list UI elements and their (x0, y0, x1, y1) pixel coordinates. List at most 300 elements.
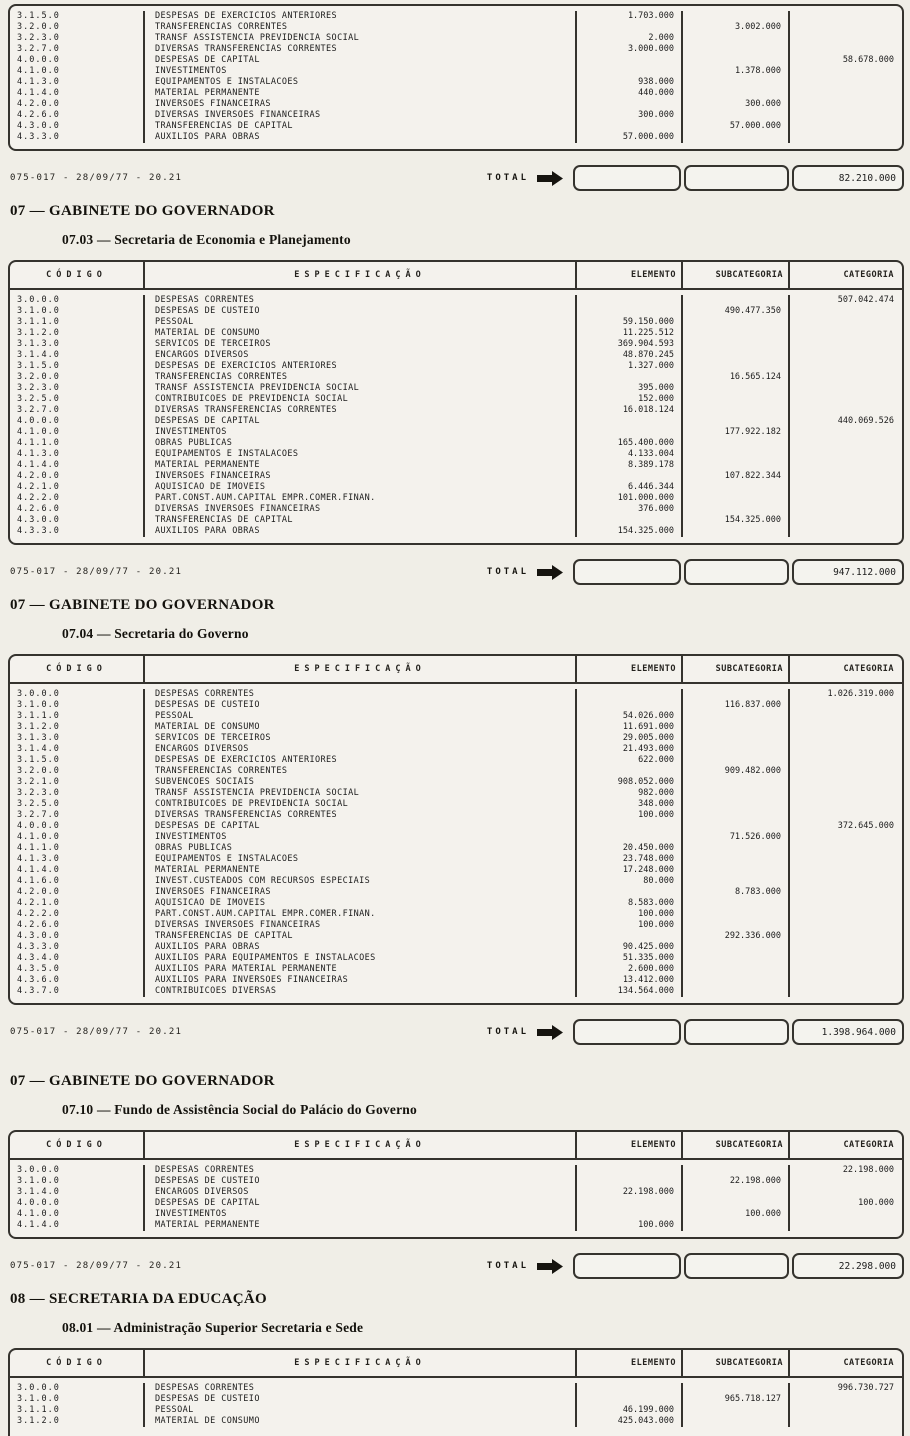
categoria-cell (790, 832, 901, 843)
table-body (10, 684, 902, 1003)
code-cell: 4.3.3.0 (10, 942, 145, 953)
total-arrow-icon (537, 171, 563, 186)
code-cell: 3.1.1.0 (10, 317, 145, 328)
table-row (10, 766, 902, 777)
subcategoria-cell (683, 744, 790, 755)
code-cell: 4.3.0.0 (10, 931, 145, 942)
elemento-cell (577, 306, 683, 317)
categoria-cell (790, 799, 901, 810)
categoria-cell (790, 33, 901, 44)
subcategoria-cell (683, 482, 790, 493)
categoria-cell (790, 810, 901, 821)
code-cell: 4.2.6.0 (10, 920, 145, 931)
subsection-heading-1: 07.03 — Secretaria de Economia e Planejamento (62, 232, 351, 247)
categoria-cell (790, 1394, 901, 1405)
code-cell: 4.0.0.0 (10, 55, 145, 66)
subcategoria-cell (683, 799, 790, 810)
section-heading-4: 08 — SECRETARIA DA EDUCAÇÃO (10, 1291, 268, 1307)
total-categoria-box: 22.298.000 (792, 1253, 904, 1279)
specification-cell: INVERSOES FINANCEIRAS (145, 471, 577, 482)
elemento-cell: 90.425.000 (577, 942, 683, 953)
elemento-cell (577, 427, 683, 438)
subcategoria-cell (683, 317, 790, 328)
categoria-cell (790, 427, 901, 438)
specification-cell: PART.CONST.AUM.CAPITAL EMPR.COMER.FINAN. (145, 493, 577, 504)
specification-cell: EQUIPAMENTOS E INSTALACOES (145, 77, 577, 88)
specification-cell: TRANSF ASSISTENCIA PREVIDENCIA SOCIAL (145, 383, 577, 394)
elemento-cell: 57.000.000 (577, 132, 683, 143)
subcategoria-cell (683, 909, 790, 920)
categoria-cell (790, 132, 901, 143)
table-row (10, 1176, 902, 1187)
column-header-codigo: CÓDIGO (10, 1350, 145, 1376)
subcategoria-cell (683, 975, 790, 986)
table-row (10, 493, 902, 504)
subcategoria-cell (683, 964, 790, 975)
categoria-cell: 996.730.727 (837, 1383, 894, 1393)
subcategoria-cell: 71.526.000 (683, 832, 790, 843)
categoria-cell: 100.000 (858, 1198, 894, 1208)
subcategoria-cell (683, 33, 790, 44)
code-cell: 3.0.0.0 (10, 295, 145, 306)
subcategoria-cell (683, 722, 790, 733)
table-row (10, 1405, 902, 1416)
code-cell: 4.3.6.0 (10, 975, 145, 986)
elemento-cell (577, 887, 683, 898)
code-cell: 4.1.0.0 (10, 832, 145, 843)
specification-cell: AQUISICAO DE IMOVEIS (145, 482, 577, 493)
categoria-cell (790, 99, 901, 110)
budget-table-0704 (8, 654, 904, 1005)
table-row (10, 471, 902, 482)
specification-cell: DESPESAS CORRENTES (145, 689, 577, 700)
table-row (10, 306, 902, 317)
categoria-cell (790, 1405, 901, 1416)
table-row (10, 350, 902, 361)
categoria-cell (790, 788, 901, 799)
elemento-cell (577, 1383, 683, 1394)
table-row (10, 700, 902, 711)
table-row (10, 865, 902, 876)
specification-cell: DESPESAS DE CAPITAL (145, 1198, 577, 1209)
subcategoria-cell (683, 821, 790, 832)
specification-cell: INVESTIMENTOS (145, 427, 577, 438)
subcategoria-cell: 116.837.000 (683, 700, 790, 711)
subcategoria-cell (683, 1165, 790, 1176)
categoria-cell (790, 350, 901, 361)
total-subcategoria-box (684, 559, 789, 585)
elemento-cell (577, 1394, 683, 1405)
specification-cell: DIVERSAS INVERSOES FINANCEIRAS (145, 504, 577, 515)
subcategoria-cell (683, 1220, 790, 1231)
categoria-cell (790, 777, 901, 788)
specification-cell: INVERSOES FINANCEIRAS (145, 887, 577, 898)
elemento-cell: 4.133.004 (577, 449, 683, 460)
specification-cell: TRANSF ASSISTENCIA PREVIDENCIA SOCIAL (145, 788, 577, 799)
subsection-heading-3: 07.10 — Fundo de Assistência Social do Palácio do Governo (62, 1102, 417, 1117)
table-row (10, 66, 902, 77)
subcategoria-cell: 154.325.000 (683, 515, 790, 526)
categoria-cell (790, 711, 901, 722)
categoria-cell (790, 372, 901, 383)
total-categoria-box: 947.112.000 (792, 559, 904, 585)
categoria-cell (790, 942, 901, 953)
subcategoria-cell (683, 405, 790, 416)
table-row (10, 328, 902, 339)
subcategoria-cell (683, 339, 790, 350)
code-cell: 4.1.0.0 (10, 1209, 145, 1220)
elemento-cell: 622.000 (577, 755, 683, 766)
specification-cell: DESPESAS DE CUSTEIO (145, 1176, 577, 1187)
categoria-cell (790, 744, 901, 755)
table-header (10, 262, 902, 290)
section-heading-1: 07 — GABINETE DO GOVERNADOR (10, 203, 275, 219)
code-cell: 4.3.7.0 (10, 986, 145, 997)
categoria-cell (790, 1187, 901, 1198)
categoria-cell (790, 986, 901, 997)
elemento-cell: 425.043.000 (577, 1416, 683, 1427)
elemento-cell (577, 1198, 683, 1209)
code-cell: 3.2.7.0 (10, 405, 145, 416)
subcategoria-cell: 292.336.000 (683, 931, 790, 942)
categoria-cell (790, 328, 901, 339)
elemento-cell (577, 689, 683, 700)
total-row-2 (8, 559, 904, 585)
total-label: TOTAL (486, 567, 529, 577)
table-row (10, 1165, 902, 1176)
table-row (10, 832, 902, 843)
code-cell: 4.0.0.0 (10, 821, 145, 832)
table-row (10, 99, 902, 110)
subcategoria-cell (683, 788, 790, 799)
column-header-elemento: ELEMENTO (577, 262, 683, 288)
elemento-cell (577, 931, 683, 942)
subcategoria-cell (683, 295, 790, 306)
code-cell: 4.2.1.0 (10, 898, 145, 909)
print-stamp: 075-017 - 28/09/77 - 20.21 (10, 1261, 183, 1271)
specification-cell: DIVERSAS TRANSFERENCIAS CORRENTES (145, 44, 577, 55)
total-arrow-icon (537, 1259, 563, 1274)
elemento-cell: 11.225.512 (577, 328, 683, 339)
specification-cell: ENCARGOS DIVERSOS (145, 1187, 577, 1198)
code-cell: 3.1.3.0 (10, 339, 145, 350)
elemento-cell: 938.000 (577, 77, 683, 88)
code-cell: 3.0.0.0 (10, 689, 145, 700)
code-cell: 3.2.3.0 (10, 788, 145, 799)
subcategoria-cell: 965.718.127 (683, 1394, 790, 1405)
column-header-subcategoria: SUBCATEGORIA (683, 656, 790, 682)
code-cell: 3.1.0.0 (10, 1394, 145, 1405)
subcategoria-cell (683, 460, 790, 471)
specification-cell: SERVICOS DE TERCEIROS (145, 733, 577, 744)
code-cell: 3.2.0.0 (10, 766, 145, 777)
subcategoria-cell (683, 942, 790, 953)
code-cell: 4.2.0.0 (10, 471, 145, 482)
code-cell: 4.1.4.0 (10, 865, 145, 876)
code-cell: 3.1.1.0 (10, 711, 145, 722)
table-row (10, 964, 902, 975)
elemento-cell: 440.000 (577, 88, 683, 99)
table-row (10, 460, 902, 471)
column-header-codigo: CÓDIGO (10, 262, 145, 288)
categoria-cell (790, 854, 901, 865)
table-row (10, 1220, 902, 1231)
column-header-subcategoria: SUBCATEGORIA (683, 1350, 790, 1376)
budget-table-0801-partial (8, 1348, 904, 1436)
categoria-cell (790, 898, 901, 909)
elemento-cell (577, 1165, 683, 1176)
subcategoria-cell (683, 504, 790, 515)
categoria-cell: 1.026.319.000 (827, 689, 894, 699)
elemento-cell: 908.052.000 (577, 777, 683, 788)
subcategoria-cell (683, 11, 790, 22)
categoria-cell: 507.042.474 (837, 295, 894, 305)
code-cell: 4.2.2.0 (10, 493, 145, 504)
table-row (10, 449, 902, 460)
elemento-cell (577, 295, 683, 306)
categoria-cell (790, 953, 901, 964)
table-row (10, 88, 902, 99)
specification-cell: CONTRIBUICOES DIVERSAS (145, 986, 577, 997)
subcategoria-cell (683, 1416, 790, 1427)
section-heading-2: 07 — GABINETE DO GOVERNADOR (10, 597, 275, 613)
categoria-cell: 440.069.526 (837, 416, 894, 426)
subsection-heading-4: 08.01 — Administração Superior Secretaria e Sede (62, 1320, 364, 1335)
table-row (10, 361, 902, 372)
subcategoria-cell (683, 361, 790, 372)
elemento-cell: 100.000 (577, 920, 683, 931)
subcategoria-cell (683, 383, 790, 394)
elemento-cell: 100.000 (577, 1220, 683, 1231)
elemento-cell (577, 121, 683, 132)
table-row (10, 689, 902, 700)
total-elemento-box (573, 165, 681, 191)
categoria-cell (790, 482, 901, 493)
specification-cell: OBRAS PUBLICAS (145, 438, 577, 449)
specification-cell: TRANSFERENCIAS CORRENTES (145, 22, 577, 33)
elemento-cell: 300.000 (577, 110, 683, 121)
specification-cell: CONTRIBUICOES DE PREVIDENCIA SOCIAL (145, 799, 577, 810)
elemento-cell (577, 766, 683, 777)
categoria-cell (790, 110, 901, 121)
code-cell: 4.1.6.0 (10, 876, 145, 887)
categoria-cell (790, 44, 901, 55)
specification-cell: INVESTIMENTOS (145, 66, 577, 77)
code-cell: 3.1.5.0 (10, 755, 145, 766)
column-header-categoria: CATEGORIA (843, 1358, 894, 1368)
specification-cell: TRANSFERENCIAS DE CAPITAL (145, 121, 577, 132)
categoria-cell (790, 88, 901, 99)
subcategoria-cell (683, 1405, 790, 1416)
subcategoria-cell (683, 328, 790, 339)
elemento-cell: 16.018.124 (577, 405, 683, 416)
table-body (10, 6, 902, 149)
table-row (10, 121, 902, 132)
subcategoria-cell (683, 55, 790, 66)
categoria-cell (790, 1176, 901, 1187)
subcategoria-cell (683, 394, 790, 405)
elemento-cell (577, 821, 683, 832)
elemento-cell (577, 372, 683, 383)
code-cell: 4.2.0.0 (10, 99, 145, 110)
subcategoria-cell (683, 44, 790, 55)
code-cell: 4.3.4.0 (10, 953, 145, 964)
table-row (10, 383, 902, 394)
specification-cell: PESSOAL (145, 711, 577, 722)
table-row (10, 788, 902, 799)
code-cell: 3.1.2.0 (10, 722, 145, 733)
code-cell: 3.2.5.0 (10, 799, 145, 810)
total-label: TOTAL (486, 173, 529, 183)
table-row (10, 416, 902, 427)
code-cell: 4.1.3.0 (10, 449, 145, 460)
table-row (10, 854, 902, 865)
categoria-cell (790, 876, 901, 887)
subcategoria-cell: 3.002.000 (683, 22, 790, 33)
subcategoria-cell (683, 876, 790, 887)
categoria-cell (790, 1220, 901, 1231)
specification-cell: DIVERSAS INVERSOES FINANCEIRAS (145, 920, 577, 931)
table-row (10, 55, 902, 66)
table-row (10, 110, 902, 121)
specification-cell: DESPESAS CORRENTES (145, 295, 577, 306)
budget-table-top-partial (8, 4, 904, 151)
total-row-3 (8, 1019, 904, 1045)
categoria-cell (790, 394, 901, 405)
subcategoria-cell (683, 865, 790, 876)
table-row (10, 1198, 902, 1209)
categoria-cell (790, 22, 901, 33)
table-header (10, 1350, 902, 1378)
table-row (10, 504, 902, 515)
subcategoria-cell (683, 843, 790, 854)
categoria-cell (790, 887, 901, 898)
table-row (10, 405, 902, 416)
categoria-cell (790, 722, 901, 733)
elemento-cell: 51.335.000 (577, 953, 683, 964)
elemento-cell: 22.198.000 (577, 1187, 683, 1198)
code-cell: 3.1.4.0 (10, 350, 145, 361)
table-row (10, 482, 902, 493)
subcategoria-cell (683, 493, 790, 504)
categoria-cell (790, 975, 901, 986)
table-row (10, 394, 902, 405)
code-cell: 4.1.1.0 (10, 843, 145, 854)
elemento-cell: 376.000 (577, 504, 683, 515)
code-cell: 4.1.0.0 (10, 427, 145, 438)
budget-table-0703 (8, 260, 904, 545)
code-cell: 3.1.5.0 (10, 11, 145, 22)
code-cell: 4.1.3.0 (10, 77, 145, 88)
elemento-cell: 48.870.245 (577, 350, 683, 361)
specification-cell: MATERIAL DE CONSUMO (145, 328, 577, 339)
table-row (10, 810, 902, 821)
specification-cell: AUXILIOS PARA OBRAS (145, 942, 577, 953)
column-header-elemento: ELEMENTO (577, 1350, 683, 1376)
table-row (10, 526, 902, 537)
specification-cell: AQUISICAO DE IMOVEIS (145, 898, 577, 909)
subcategoria-cell (683, 898, 790, 909)
elemento-cell: 348.000 (577, 799, 683, 810)
table-row (10, 11, 902, 22)
specification-cell: DESPESAS DE CAPITAL (145, 416, 577, 427)
specification-cell: TRANSFERENCIAS CORRENTES (145, 766, 577, 777)
subcategoria-cell (683, 1198, 790, 1209)
table-row (10, 821, 902, 832)
code-cell: 3.1.1.0 (10, 1405, 145, 1416)
column-header-subcategoria: SUBCATEGORIA (683, 262, 790, 288)
specification-cell: DESPESAS CORRENTES (145, 1383, 577, 1394)
column-header-categoria: CATEGORIA (843, 1140, 894, 1150)
table-row (10, 953, 902, 964)
subcategoria-cell (683, 1187, 790, 1198)
categoria-cell (790, 1209, 901, 1220)
code-cell: 3.2.5.0 (10, 394, 145, 405)
code-cell: 4.3.3.0 (10, 526, 145, 537)
specification-cell: DESPESAS DE CUSTEIO (145, 1394, 577, 1405)
total-row-4 (8, 1253, 904, 1279)
total-subcategoria-box (684, 165, 789, 191)
column-header-categoria: CATEGORIA (843, 664, 894, 674)
elemento-cell: 6.446.344 (577, 482, 683, 493)
code-cell: 3.1.0.0 (10, 306, 145, 317)
specification-cell: INVERSOES FINANCEIRAS (145, 99, 577, 110)
categoria-cell: 372.645.000 (837, 821, 894, 831)
specification-cell: EQUIPAMENTOS E INSTALACOES (145, 449, 577, 460)
categoria-cell (790, 700, 901, 711)
subcategoria-cell (683, 810, 790, 821)
code-cell: 3.1.2.0 (10, 1416, 145, 1427)
table-row (10, 942, 902, 953)
table-row (10, 931, 902, 942)
specification-cell: DIVERSAS INVERSOES FINANCEIRAS (145, 110, 577, 121)
elemento-cell (577, 66, 683, 77)
code-cell: 4.1.3.0 (10, 854, 145, 865)
code-cell: 3.1.0.0 (10, 700, 145, 711)
table-row (10, 44, 902, 55)
specification-cell: ENCARGOS DIVERSOS (145, 744, 577, 755)
categoria-cell (790, 77, 901, 88)
column-header-especificacao: ESPECIFICAÇÃO (145, 1350, 577, 1376)
elemento-cell (577, 99, 683, 110)
categoria-cell (790, 493, 901, 504)
total-elemento-box (573, 1253, 681, 1279)
table-row (10, 986, 902, 997)
specification-cell: SERVICOS DE TERCEIROS (145, 339, 577, 350)
specification-cell: DIVERSAS TRANSFERENCIAS CORRENTES (145, 810, 577, 821)
column-header-elemento: ELEMENTO (577, 656, 683, 682)
subcategoria-cell: 16.565.124 (683, 372, 790, 383)
subcategoria-cell: 57.000.000 (683, 121, 790, 132)
table-row (10, 711, 902, 722)
elemento-cell (577, 471, 683, 482)
elemento-cell (577, 832, 683, 843)
categoria-cell (790, 383, 901, 394)
specification-cell: DESPESAS DE CAPITAL (145, 821, 577, 832)
elemento-cell (577, 515, 683, 526)
table-row (10, 427, 902, 438)
total-subcategoria-box (684, 1019, 789, 1045)
elemento-cell: 369.904.593 (577, 339, 683, 350)
elemento-cell: 8.583.000 (577, 898, 683, 909)
table-row (10, 317, 902, 328)
specification-cell: TRANSFERENCIAS DE CAPITAL (145, 515, 577, 526)
table-row (10, 438, 902, 449)
column-header-codigo: CÓDIGO (10, 656, 145, 682)
categoria-cell (790, 471, 901, 482)
elemento-cell: 59.150.000 (577, 317, 683, 328)
specification-cell: AUXILIOS PARA OBRAS (145, 526, 577, 537)
